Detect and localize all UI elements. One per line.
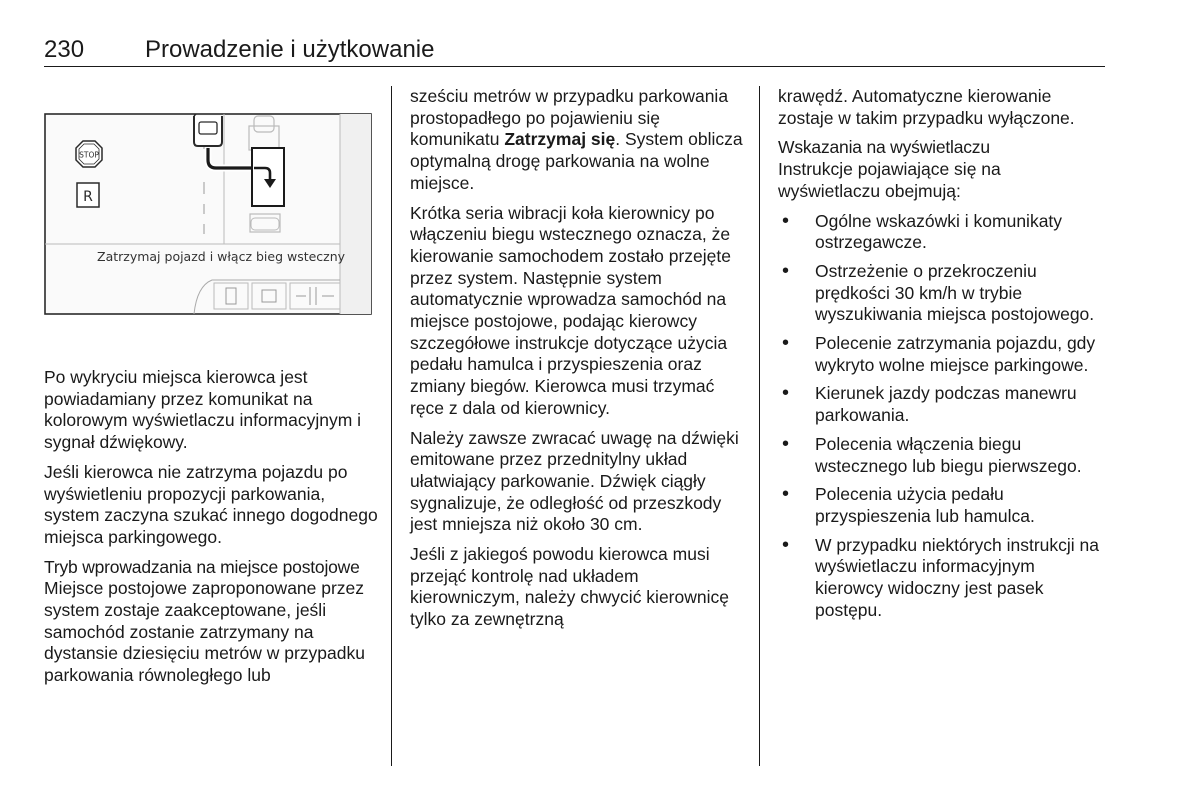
parking-display-illustration [44, 86, 372, 348]
list-item: • Polecenia użycia pedału przyspieszenia lub hamulca. [778, 484, 1104, 527]
stop-label: STOP [79, 150, 99, 160]
paragraph-text: sześciu metrów w przypadku parkowania prostopadłego po pojawieniu się komunikatu [410, 86, 729, 150]
paragraph-text: . System oblicza optymalną drogę parkowania na wolne miejsce. [410, 129, 743, 193]
paragraph: Instrukcje pojawiające się na wyświetlaczu obejmują: [778, 159, 1001, 201]
text-column-3 [778, 86, 1104, 628]
page-number: 230 [44, 36, 85, 63]
paragraph: Po wykryciu miejsca kierowca jest powiadamiany przez komunikat na kolorowym wyświetlaczu informacyjnym i sygnał dźwiękowy. [44, 367, 362, 453]
own-car-icon [194, 114, 222, 146]
stop-sign-icon [76, 141, 102, 167]
list-item: • W przypadku niektórych instrukcji na wyświetlaczu informacyjnym kierowcy widoczny jest pasek postępu. [778, 535, 1104, 622]
text-column-1 [44, 367, 380, 695]
reverse-gear-icon [77, 183, 99, 207]
list-item: • Ostrzeżenie o przekroczeniu prędkości 30 km/h w trybie wyszukiwania miejsca postojowego. [778, 261, 1104, 326]
text-column-2 [410, 86, 745, 639]
display-caption: Zatrzymaj pojazd i włącz bieg wsteczny [97, 249, 346, 264]
list-item: • Ogólne wskazówki i komunikaty ostrzegawcze. [778, 211, 1104, 254]
paragraph: Krótka seria wibracji koła kierownicy po włączeniu biegu wstecznego oznacza, że kierowanie samochodem zostało przejęte przez system. Następnie system automatycznie wprowadza samochód na miejsce postojowe, podając kierowcy szczegółowe instrukcje dotyczące użycia pedału hamulca i przyspieszenia oraz zmiany biegów. Kierowca musi trzymać ręce z dala od kierownicy. [410, 202, 731, 418]
display-side-stripe [340, 114, 371, 314]
target-parking-spot [252, 148, 284, 206]
list-item: • Polecenie zatrzymania pojazdu, gdy wykryto wolne miejsce parkingowe. [778, 333, 1104, 376]
section-heading: Wskazania na wyświetlaczu [778, 137, 990, 158]
paragraph: krawędź. Automatyczne kierowanie zostaje w takim przypadku wyłączone. [778, 86, 1075, 128]
paragraph: Jeśli z jakiegoś powodu kierowca musi przejąć kontrolę nad układem kierowniczym, należy chwycić kierownicę tylko za zewnętrzną [410, 544, 729, 630]
parking-display-figure [44, 86, 372, 348]
section-heading: Tryb wprowadzania na miejsce postojowe [44, 556, 360, 577]
page-header [44, 32, 1105, 67]
gear-label: R [83, 189, 93, 205]
list-item: • Kierunek jazdy podczas manewru parkowania. [778, 383, 1104, 426]
paragraph: Należy zawsze zwracać uwagę na dźwięki emitowane przez przednitylny układ ułatwiający parkowanie. Dźwięk ciągły sygnalizuje, że odległość od przeszkody jest mniejsza niż około 30 cm. [410, 427, 739, 535]
paragraph: Miejsce postojowe zaproponowane przez system zostaje zaakceptowane, jeśli samochód zostanie zatrzymany na dystansie dziesięciu metrów w przypadku parkowania równoległego lub [44, 578, 365, 686]
message-name: Zatrzymaj się [504, 129, 616, 150]
column-divider-2 [759, 86, 760, 766]
list-item: • Polecenia włączenia biegu wstecznego lub biegu pierwszego. [778, 434, 1104, 477]
column-divider-1 [391, 86, 392, 766]
paragraph [410, 86, 745, 195]
instruction-list [778, 211, 1104, 622]
page-title: Prowadzenie i użytkowanie [145, 36, 435, 63]
paragraph: Jeśli kierowca nie zatrzyma pojazdu po wyświetleniu propozycji parkowania, system zaczyna szukać innego dogodnego miejsca parkingowego. [44, 461, 378, 547]
